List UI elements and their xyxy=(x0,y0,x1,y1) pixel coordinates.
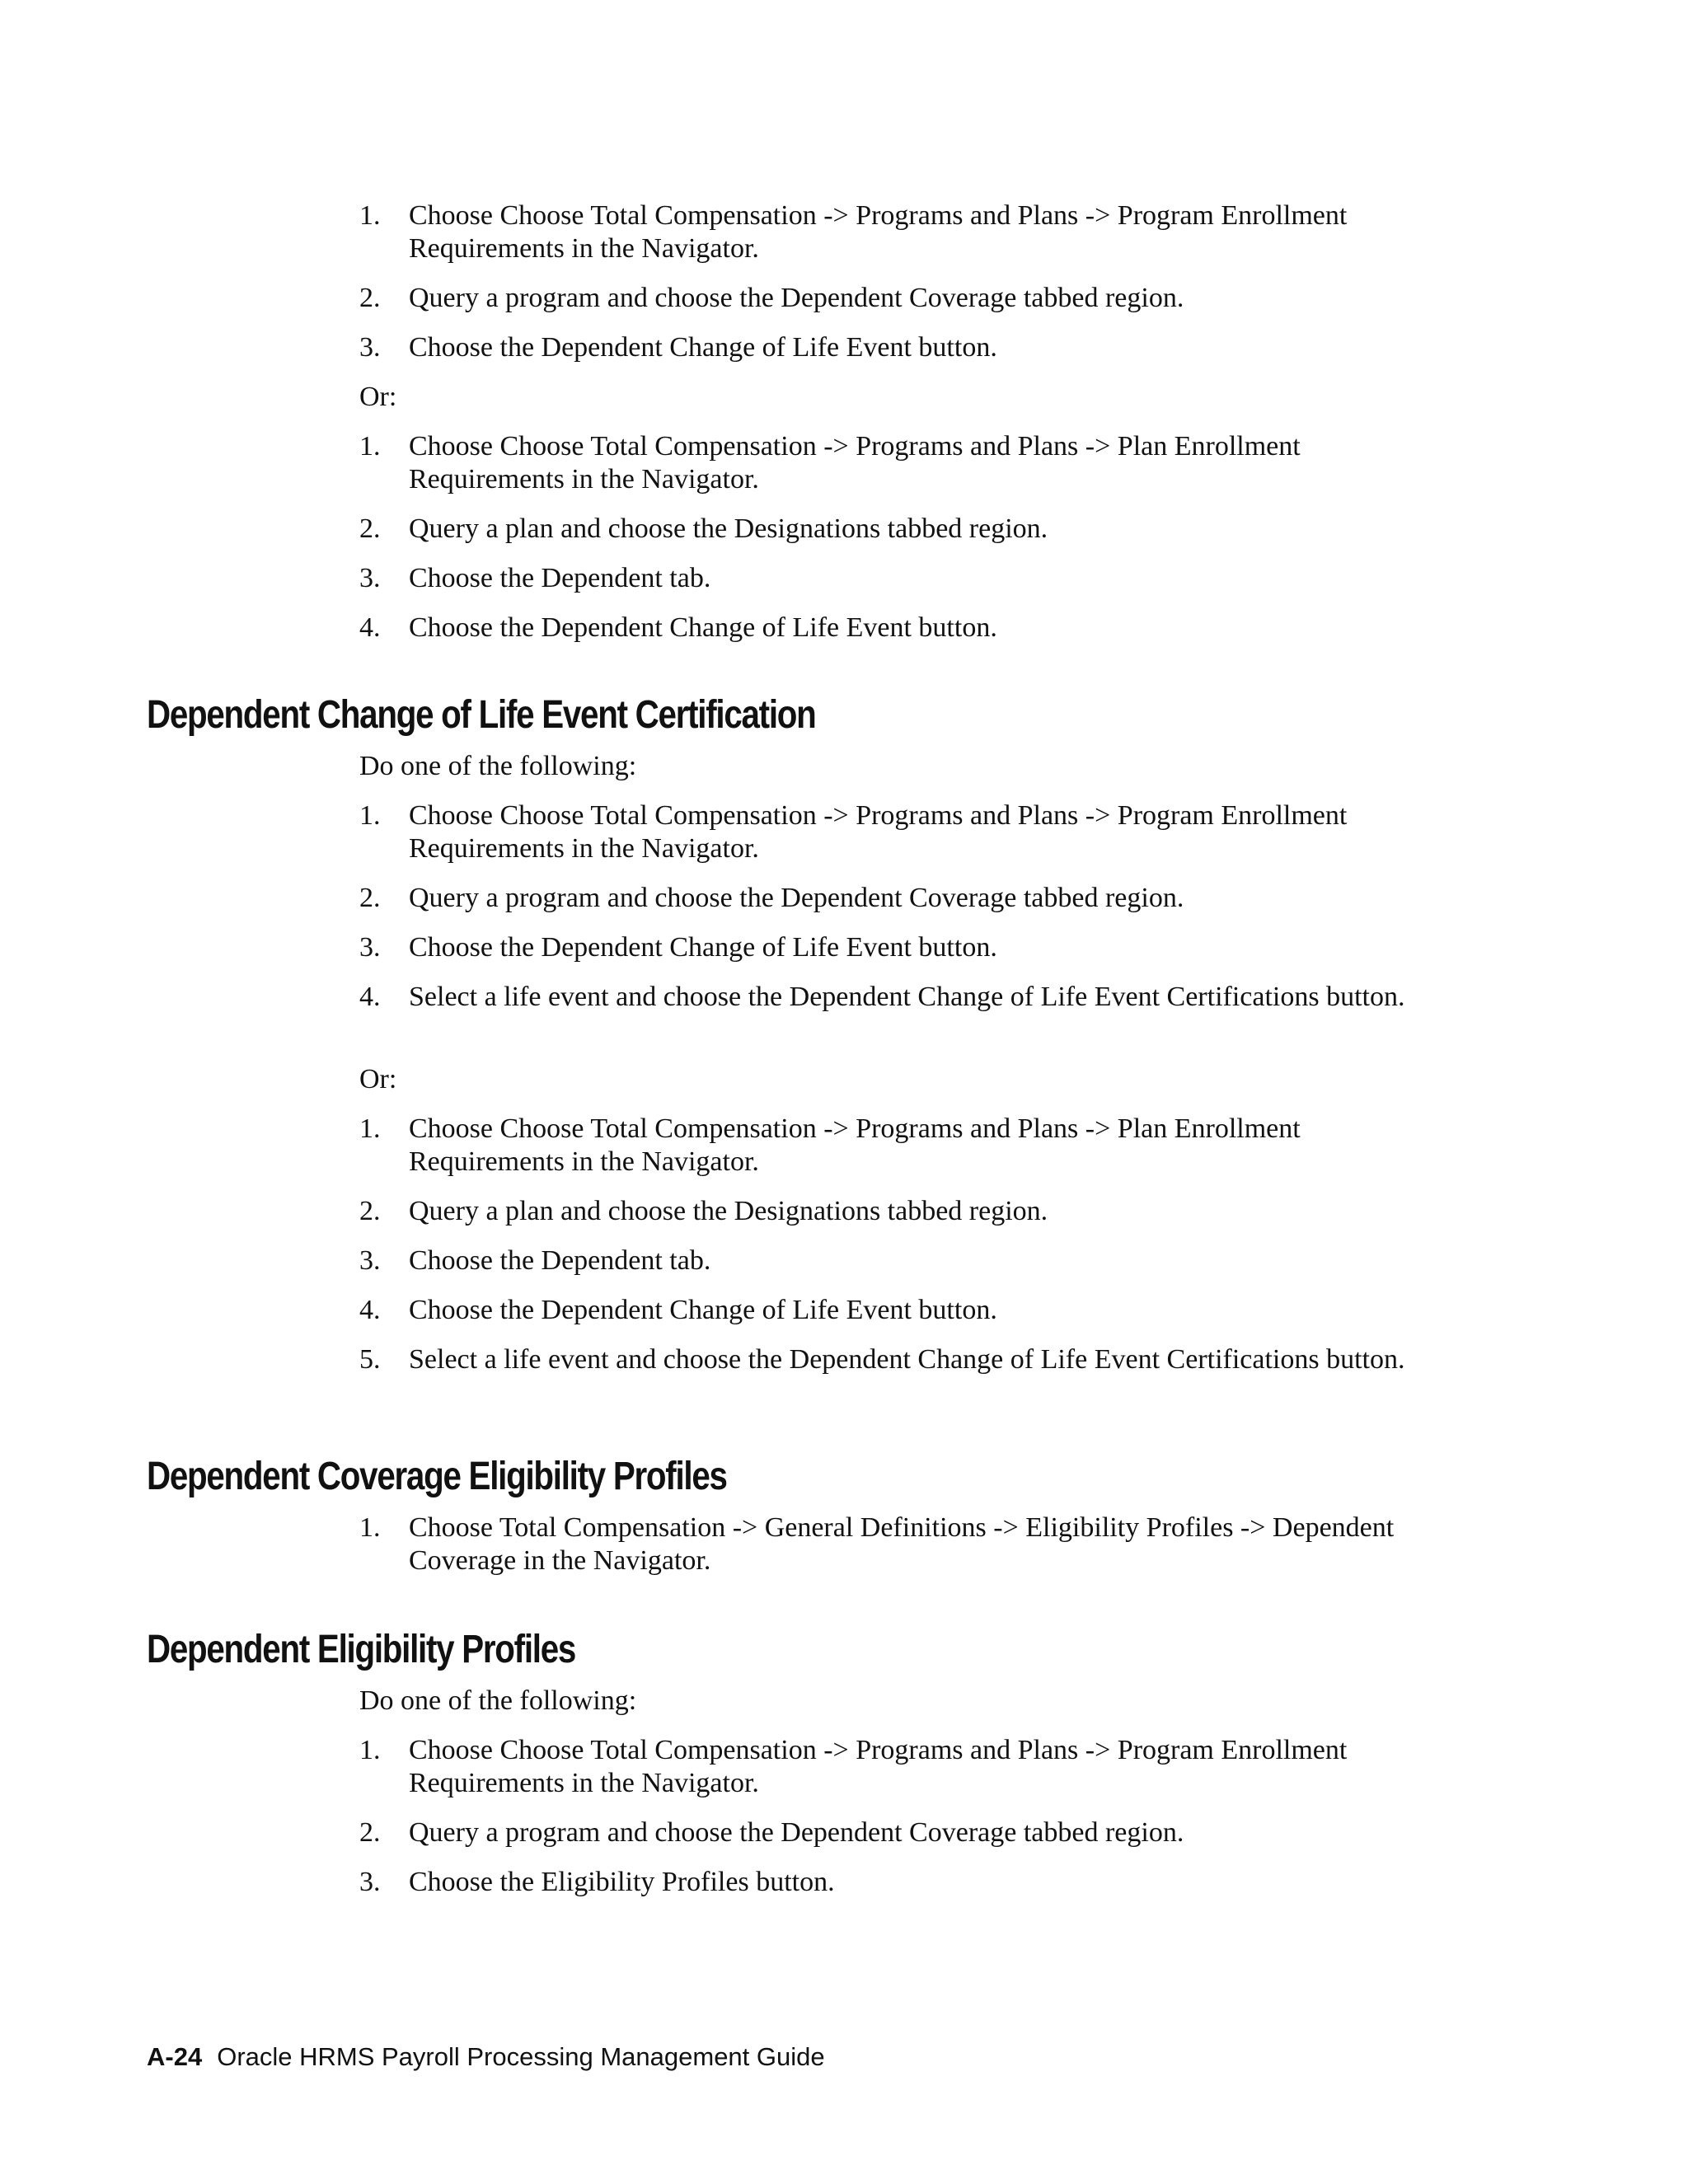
certification-steps-b xyxy=(359,1113,1447,1376)
step-number: 2. xyxy=(359,513,381,544)
list-item xyxy=(359,931,1447,964)
step-number: 3. xyxy=(359,932,381,963)
intro-text: Do one of the following: xyxy=(359,751,637,781)
list-item xyxy=(359,1816,1447,1849)
list-item xyxy=(359,1113,1447,1179)
step-text: Choose the Eligibility Profiles button. xyxy=(409,1867,835,1897)
step-text: Query a plan and choose the Designations tabbed region. xyxy=(409,513,1048,544)
step-text: Query a program and choose the Dependent Coverage tabbed region. xyxy=(409,283,1184,313)
list-item xyxy=(359,1244,1447,1277)
list-item xyxy=(359,1866,1447,1899)
section-heading-coverage-profiles: Dependent Coverage Eligibility Profiles xyxy=(147,1455,727,1498)
eligibility-profiles-steps xyxy=(359,1734,1447,1899)
eligibility-profiles-intro xyxy=(359,1685,1447,1718)
step-number: 1. xyxy=(359,431,381,462)
step-text: Select a life event and choose the Dependent Change of Life Event Certifications button. xyxy=(409,1344,1405,1375)
or-label: Or: xyxy=(359,382,397,412)
step-text: Choose Choose Total Compensation -> Programs and Plans -> Plan Enrollment Requirements in the Navigator. xyxy=(409,1113,1301,1177)
list-item xyxy=(359,331,1447,364)
top-steps-b xyxy=(359,430,1447,644)
list-item xyxy=(359,981,1447,1014)
step-text: Choose the Dependent Change of Life Event button. xyxy=(409,932,997,963)
step-number: 1. xyxy=(359,1735,381,1765)
certification-steps-a xyxy=(359,799,1447,1014)
step-number: 1. xyxy=(359,1113,381,1144)
step-text: Choose Choose Total Compensation -> Programs and Plans -> Program Enrollment Requirements in the Navigator. xyxy=(409,200,1348,264)
step-number: 1. xyxy=(359,800,381,831)
step-number: 1. xyxy=(359,1512,381,1543)
step-text: Choose the Dependent tab. xyxy=(409,563,711,593)
step-number: 1. xyxy=(359,200,381,231)
step-text: Choose the Dependent Change of Life Event button. xyxy=(409,1295,997,1325)
step-number: 2. xyxy=(359,1817,381,1848)
step-text: Choose the Dependent Change of Life Event button. xyxy=(409,332,997,363)
step-text: Choose Choose Total Compensation -> Programs and Plans -> Program Enrollment Requirements in the Navigator. xyxy=(409,1735,1348,1798)
list-item xyxy=(359,1294,1447,1327)
list-item xyxy=(359,1511,1447,1577)
step-text: Query a plan and choose the Designations tabbed region. xyxy=(409,1196,1048,1226)
list-item xyxy=(359,799,1447,865)
step-text: Select a life event and choose the Dependent Change of Life Event Certifications button. xyxy=(409,982,1405,1012)
list-item xyxy=(359,199,1447,265)
step-number: 5. xyxy=(359,1344,381,1375)
list-item xyxy=(359,562,1447,595)
certification-or-label xyxy=(359,1063,1447,1096)
list-item xyxy=(359,1343,1447,1376)
step-text: Choose the Dependent Change of Life Event button. xyxy=(409,612,997,643)
step-text: Choose Choose Total Compensation -> Programs and Plans -> Program Enrollment Requirements in the Navigator. xyxy=(409,800,1348,864)
list-item xyxy=(359,1195,1447,1228)
step-number: 3. xyxy=(359,1867,381,1897)
section-heading-eligibility-profiles: Dependent Eligibility Profiles xyxy=(147,1628,576,1671)
step-number: 3. xyxy=(359,1245,381,1276)
step-text: Query a program and choose the Dependent Coverage tabbed region. xyxy=(409,1817,1184,1848)
step-text: Choose Choose Total Compensation -> Programs and Plans -> Plan Enrollment Requirements in the Navigator. xyxy=(409,431,1301,494)
list-item xyxy=(359,612,1447,644)
list-item xyxy=(359,430,1447,496)
step-number: 4. xyxy=(359,982,381,1012)
certification-intro xyxy=(359,750,1447,783)
list-item xyxy=(359,882,1447,915)
step-number: 2. xyxy=(359,283,381,313)
top-steps-a xyxy=(359,199,1447,364)
intro-text: Do one of the following: xyxy=(359,1685,637,1716)
step-number: 4. xyxy=(359,612,381,643)
step-text: Choose Total Compensation -> General Definitions -> Eligibility Profiles -> Dependent Coverage in the Navigator. xyxy=(409,1512,1395,1576)
or-label: Or: xyxy=(359,1064,397,1094)
step-number: 2. xyxy=(359,1196,381,1226)
step-text: Query a program and choose the Dependent Coverage tabbed region. xyxy=(409,883,1184,913)
list-item xyxy=(359,282,1447,315)
list-item xyxy=(359,513,1447,546)
coverage-profiles-steps xyxy=(359,1511,1447,1577)
step-number: 3. xyxy=(359,332,381,363)
section-heading-certification: Dependent Change of Life Event Certification xyxy=(147,693,816,737)
step-number: 2. xyxy=(359,883,381,913)
step-number: 4. xyxy=(359,1295,381,1325)
top-or-label xyxy=(359,381,1447,414)
step-text: Choose the Dependent tab. xyxy=(409,1245,711,1276)
footer-guide-title: Oracle HRMS Payroll Processing Management Guide xyxy=(217,2042,825,2071)
list-item xyxy=(359,1734,1447,1800)
step-number: 3. xyxy=(359,563,381,593)
page-footer xyxy=(147,2042,825,2072)
footer-page-number: A-24 xyxy=(147,2042,203,2071)
